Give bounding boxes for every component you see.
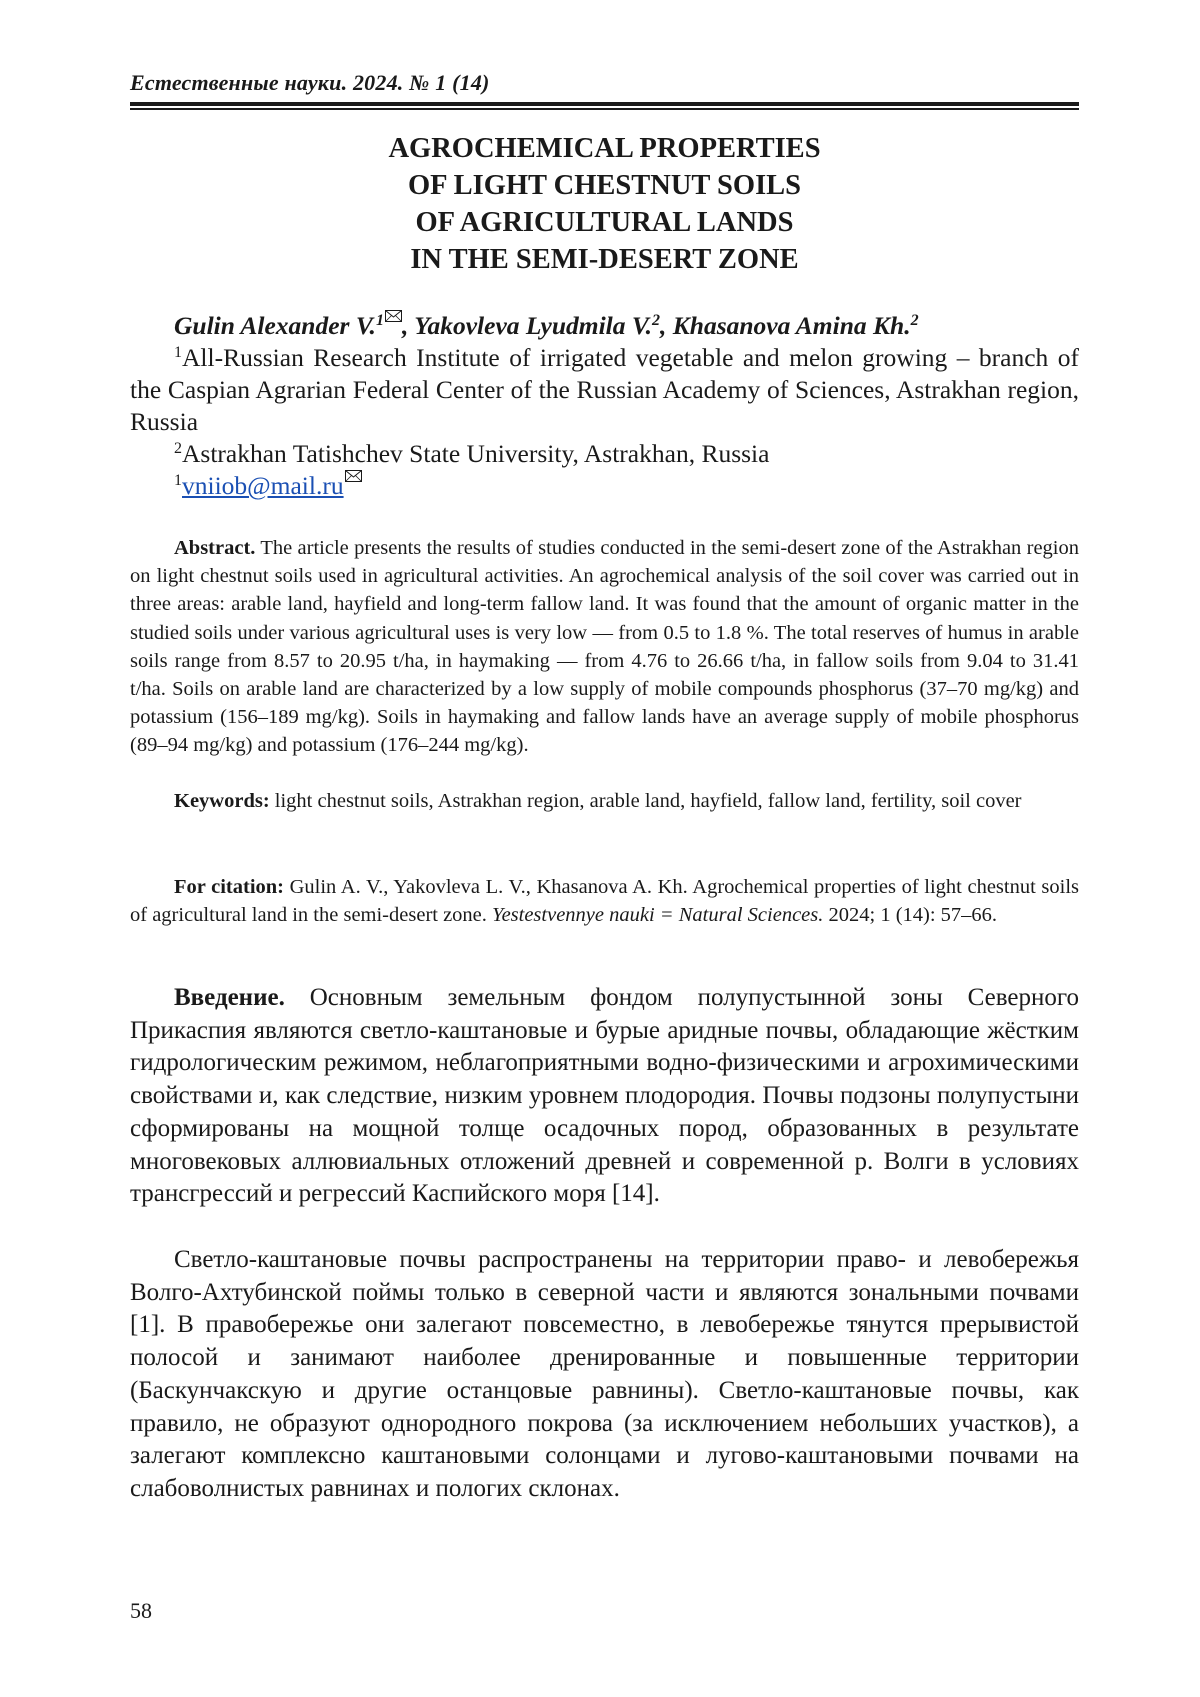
paragraph-text: Основным земельным фондом полупустынной зоны Северного Прикаспия являются светло-каштановые и бурые аридные почвы, обладающие жёстким гидрологическим режимом, неблагоприятными водно-физическими и агрохимическими свойствами и, как следствие, низким уровнем плодородия. Почвы подзоны полупустыни сформированы на мощной толще осадочных пород, образованных в результате многовековых аллювиальных отложений древней и современной р. Волги в условиях трансгрессий и регрессий Каспийского моря [14]. <box>130 984 1079 1208</box>
keywords-label: Keywords: <box>174 790 270 812</box>
envelope-icon <box>345 470 362 482</box>
title-line: IN THE SEMI-DESERT ZONE <box>410 244 799 275</box>
article-title <box>130 130 1079 278</box>
keywords-text: light chestnut soils, Astrakhan region, arable land, hayfield, fallow land, fertility, soil cover <box>269 790 1022 812</box>
affil-sup: 2 <box>174 440 182 457</box>
citation-journal: Yestestvennye nauki = Natural Sciences. <box>492 904 824 927</box>
citation <box>130 873 1079 929</box>
header-rule-thin <box>130 108 1079 110</box>
title-line: OF LIGHT CHESTNUT SOILS <box>407 170 802 201</box>
affil-text: Astrakhan Tatishchev State University, Astrakhan, Russia <box>182 439 770 468</box>
abstract-text: The article presents the results of studies conducted in the semi-desert zone of the Astrakhan region on light chestnut soils used in agricultural activities. An agrochemical analysis of the soil cover was carried out in three areas: arable land, hayfield and long-term fallow land. It was found that the amount of organic matter in the studied soils under various agricultural uses is very low — from 0.5 to 1.8 %. The total reserves of humus in arable soils range from 8.57 to 20.95 t/ha, in haymaking — from 4.76 to 26.66 t/ha, in fallow soils from 9.04 to 31.41 t/ha. Soils on arable land are characterized by a low supply of mobile compounds phosphorus (37–70 mg/kg) and potassium (156–189 mg/kg). Soils in haymaking and fallow lands have an average supply of mobile phosphorus (89–94 mg/kg) and potassium (176–244 mg/kg). <box>130 537 1079 757</box>
citation-pages: 2024; 1 (14): 57–66. <box>823 904 998 927</box>
title-line: OF AGRICULTURAL LANDS <box>415 207 794 238</box>
body-paragraph-intro <box>130 982 1079 1211</box>
abstract <box>130 534 1079 760</box>
author-affil-sup: 2 <box>652 312 660 329</box>
author-affil-sup: 2 <box>910 312 919 329</box>
citation-text: Gulin A. V., Yakovleva L. V., Khasanova A. Kh. Agrochemical properties of light chestnut soils of agricultural land in the semi-desert zone. <box>130 876 1080 927</box>
citation-label: For citation: <box>174 876 284 898</box>
body-paragraph <box>130 1244 1079 1506</box>
affiliation-2 <box>174 438 1123 470</box>
author-name: Khasanova Amina Kh. <box>672 311 911 340</box>
author-name: Gulin Alexander V. <box>174 311 376 340</box>
author-name: Yakovleva Lyudmila V. <box>414 311 652 340</box>
keywords <box>130 787 1079 815</box>
running-head: Естественные науки. 2024. № 1 (14) <box>130 70 490 95</box>
affil-sup: 1 <box>174 472 182 489</box>
affil-sup: 1 <box>174 344 182 361</box>
abstract-label: Abstract. <box>174 537 256 559</box>
page-number: 58 <box>130 1598 152 1623</box>
author-list <box>174 310 1079 342</box>
affil-text: All-Russian Research Institute of irrigated vegetable and melon growing – branch of the Caspian Agrarian Federal Center of the Russian Academy of Sciences, Astrakhan region, Russia <box>130 343 1079 436</box>
affiliation-1 <box>130 342 1079 438</box>
envelope-icon <box>385 310 402 322</box>
email-link[interactable]: vniiob@mail.ru <box>182 471 344 500</box>
title-line: AGROCHEMICAL PROPERTIES <box>388 133 821 164</box>
author-separator: , <box>401 311 415 340</box>
header-rule-thick <box>130 102 1079 106</box>
author-affil-sup: 1 <box>375 312 384 329</box>
paragraph-text: Светло-каштановые почвы распространены на территории право- и левобережья Волго-Ахтубинской поймы только в северной части и являются зональными почвами [1]. В правобережье они залегают повсеместно, в левобережье тянутся прерывистой полосой и занимают наиболее дренированные и повышенные территории (Баскунчакскую и другие останцовые равнины). Светло-каштановые почвы, как правило, не образуют однородного покрова (за исключением небольших участков), а залегают комплексно каштановыми солонцами и лугово-каштановыми почвами на слабоволнистых равнинах и пологих склонах. <box>130 1246 1079 1502</box>
section-label: Введение. <box>174 984 285 1011</box>
contact-email-line <box>174 470 1123 502</box>
author-separator: , <box>660 311 673 340</box>
